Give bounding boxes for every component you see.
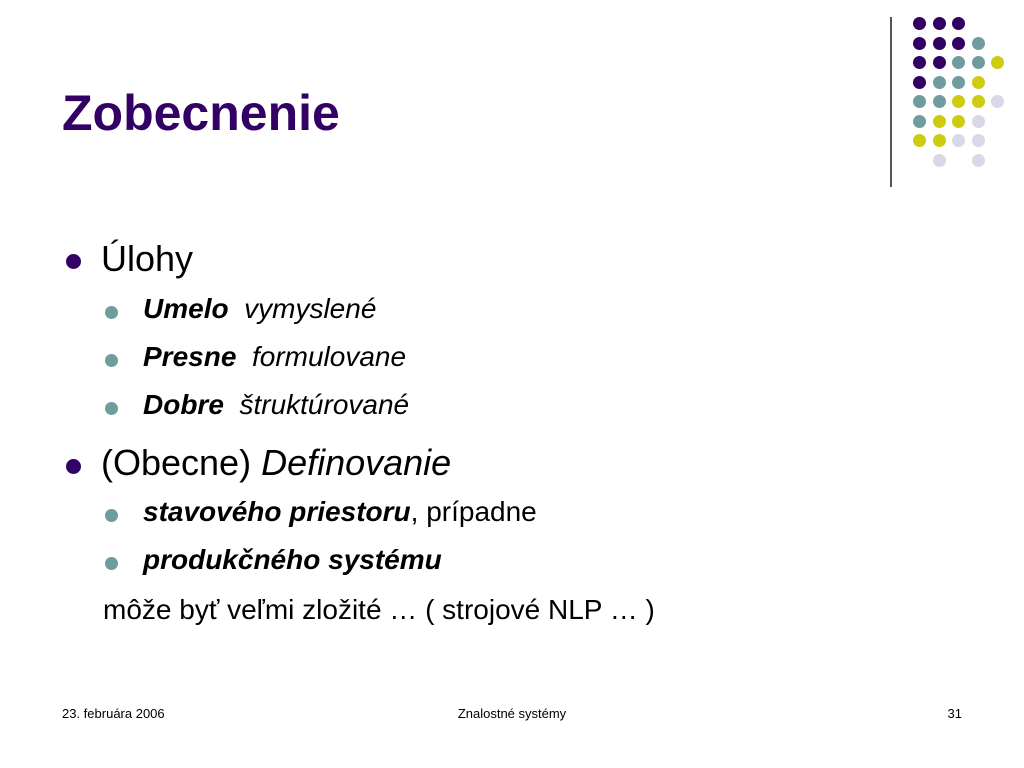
decor-dot: [913, 95, 926, 108]
decor-dot-empty: [991, 134, 1004, 147]
decor-dot: [933, 134, 946, 147]
bullet-rest: formulovane: [251, 341, 407, 372]
decor-dot: [913, 115, 926, 128]
decor-dot: [952, 56, 965, 69]
decor-dot-empty: [991, 154, 1004, 167]
bullet-ulohy: [101, 238, 193, 280]
bullet-produkcneho: [143, 544, 442, 576]
decor-dot: [972, 115, 985, 128]
bullet-plain: (Obecne): [101, 442, 262, 483]
bullet-dot-level2: [105, 354, 118, 367]
bullet-dot-level2: [105, 306, 118, 319]
bullet-strong: produkčného systému: [143, 544, 442, 575]
bullet-dot-level2: [105, 509, 118, 522]
decor-dot: [972, 154, 985, 167]
bullet-italic: Definovanie: [261, 442, 452, 483]
decor-dot: [933, 95, 946, 108]
bullet-strong: Dobre: [143, 389, 224, 420]
bullet-rest: vymyslené: [244, 293, 377, 324]
bullet-definovanie: [101, 442, 451, 484]
decor-dot: [952, 134, 965, 147]
decor-dot: [952, 115, 965, 128]
bullet-rest: štruktúrované: [239, 389, 410, 420]
slide-note: môže byť veľmi zložité … ( strojové NLP … ): [103, 594, 655, 625]
bullet-dot-level2: [105, 557, 118, 570]
decor-dot: [972, 95, 985, 108]
decor-dot: [972, 37, 985, 50]
decor-dot: [933, 154, 946, 167]
decor-dot-empty: [991, 115, 1004, 128]
bullet-stavoveho: [143, 496, 537, 528]
footer-page-number: 31: [947, 706, 962, 721]
decor-dot: [952, 17, 965, 30]
decor-dot: [991, 95, 1004, 108]
slide-title: Zobecnenie: [62, 85, 340, 141]
decor-dot: [972, 134, 985, 147]
decor-dot: [933, 17, 946, 30]
bullet-strong: stavového priestoru: [143, 496, 411, 527]
bullet-dot-level1: [66, 459, 81, 474]
bullet-umelo: [143, 293, 376, 325]
footer-date: 23. februára 2006: [62, 706, 165, 721]
bullet-rest: , prípadne: [410, 496, 537, 527]
bullet-dobre: [143, 389, 409, 421]
bullet-dot-level2: [105, 402, 118, 415]
decor-dot: [913, 56, 926, 69]
decor-dot: [933, 115, 946, 128]
decorative-dot-grid: [910, 14, 1008, 170]
bullet-presne: [143, 341, 406, 373]
decor-dot: [913, 134, 926, 147]
footer-title: Znalostné systémy: [457, 706, 567, 721]
decor-dot: [952, 95, 965, 108]
decor-dot: [952, 37, 965, 50]
decor-dot: [933, 56, 946, 69]
title-divider-line: [890, 17, 892, 187]
decor-dot: [913, 17, 926, 30]
decor-dot: [991, 56, 1004, 69]
bullet-dot-level1: [66, 254, 81, 269]
decor-dot: [952, 76, 965, 89]
decor-dot-empty: [991, 37, 1004, 50]
decor-dot-empty: [991, 76, 1004, 89]
decor-dot-empty: [991, 17, 1004, 30]
decor-dot-empty: [913, 154, 926, 167]
bullet-strong: Presne: [143, 341, 237, 372]
decor-dot: [933, 37, 946, 50]
decor-dot: [972, 56, 985, 69]
decor-dot: [913, 76, 926, 89]
decor-dot: [972, 76, 985, 89]
decor-dot-empty: [972, 17, 985, 30]
decor-dot: [933, 76, 946, 89]
decor-dot: [913, 37, 926, 50]
bullet-text: Úlohy: [101, 238, 194, 279]
bullet-strong: Umelo: [143, 293, 229, 324]
decor-dot-empty: [952, 154, 965, 167]
